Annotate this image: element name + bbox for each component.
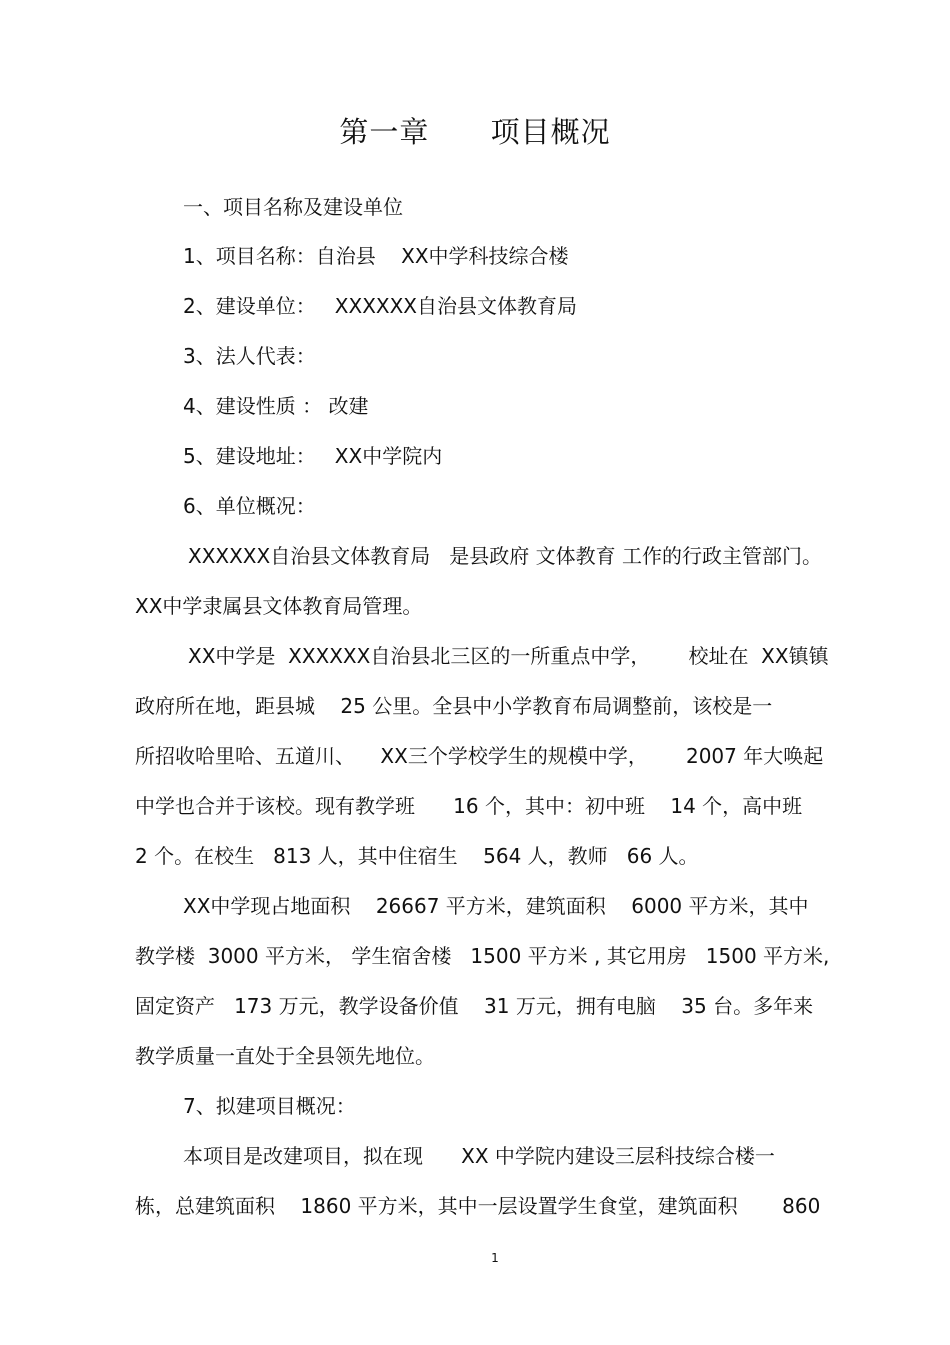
paragraph-2-line-1: XX中学是 XXXXXX自治县北三区的一所重点中学， 校址在 XX镇镇	[188, 644, 829, 668]
paragraph-1-line-2: XX中学隶属县文体教育局管理。	[135, 594, 423, 618]
paragraph-4-line-1: 本项目是改建项目，拟在现 XX 中学院内建设三层科技综合楼一	[183, 1144, 775, 1168]
paragraph-1-line-1: XXXXXX自治县文体教育局 是县政府 文体教育 工作的行政主管部门。	[188, 544, 822, 568]
item-construction-address: 5、建设地址： XX中学院内	[183, 444, 443, 468]
section-heading: 一、项目名称及建设单位	[183, 195, 403, 219]
item-legal-representative: 3、法人代表：	[183, 344, 316, 368]
item-construction-nature: 4、建设性质 ： 改建	[183, 394, 369, 418]
paragraph-4-line-2: 栋，总建筑面积 1860 平方米，其中一层设置学生食堂，建筑面积 860	[135, 1194, 821, 1218]
page-number: 1	[491, 1251, 499, 1265]
paragraph-3-line-3: 固定资产 173 万元，教学设备价值 31 万元，拥有电脑 35 台。多年来	[135, 994, 814, 1018]
item-project-name: 1、项目名称：自治县 XX中学科技综合楼	[183, 244, 569, 268]
item-proposed-project-overview: 7、拟建项目概况：	[183, 1094, 356, 1118]
paragraph-2-line-5: 2 个。在校生 813 人，其中住宿生 564 人，教师 66 人。	[135, 844, 699, 868]
item-construction-unit: 2、建设单位： XXXXXX自治县文体教育局	[183, 294, 578, 318]
page-title: 第一章 项目概况	[339, 115, 611, 149]
paragraph-2-line-4: 中学也合并于该校。现有教学班 16 个，其中：初中班 14 个，高中班	[135, 794, 803, 818]
paragraph-3-line-2: 教学楼 3000 平方米， 学生宿舍楼 1500 平方米 , 其它用房 1500 平方米,	[135, 944, 830, 968]
item-unit-overview: 6、单位概况：	[183, 494, 316, 518]
paragraph-2-line-2: 政府所在地，距县城 25 公里。全县中小学教育布局调整前，该校是一	[135, 694, 773, 718]
paragraph-2-line-3: 所招收哈里哈、五道川、 XX三个学校学生的规模中学， 2007 年大唤起	[135, 744, 824, 768]
paragraph-3-line-1: XX中学现占地面积 26667 平方米，建筑面积 6000 平方米，其中	[183, 894, 809, 918]
paragraph-3-line-4: 教学质量一直处于全县领先地位。	[135, 1044, 435, 1068]
